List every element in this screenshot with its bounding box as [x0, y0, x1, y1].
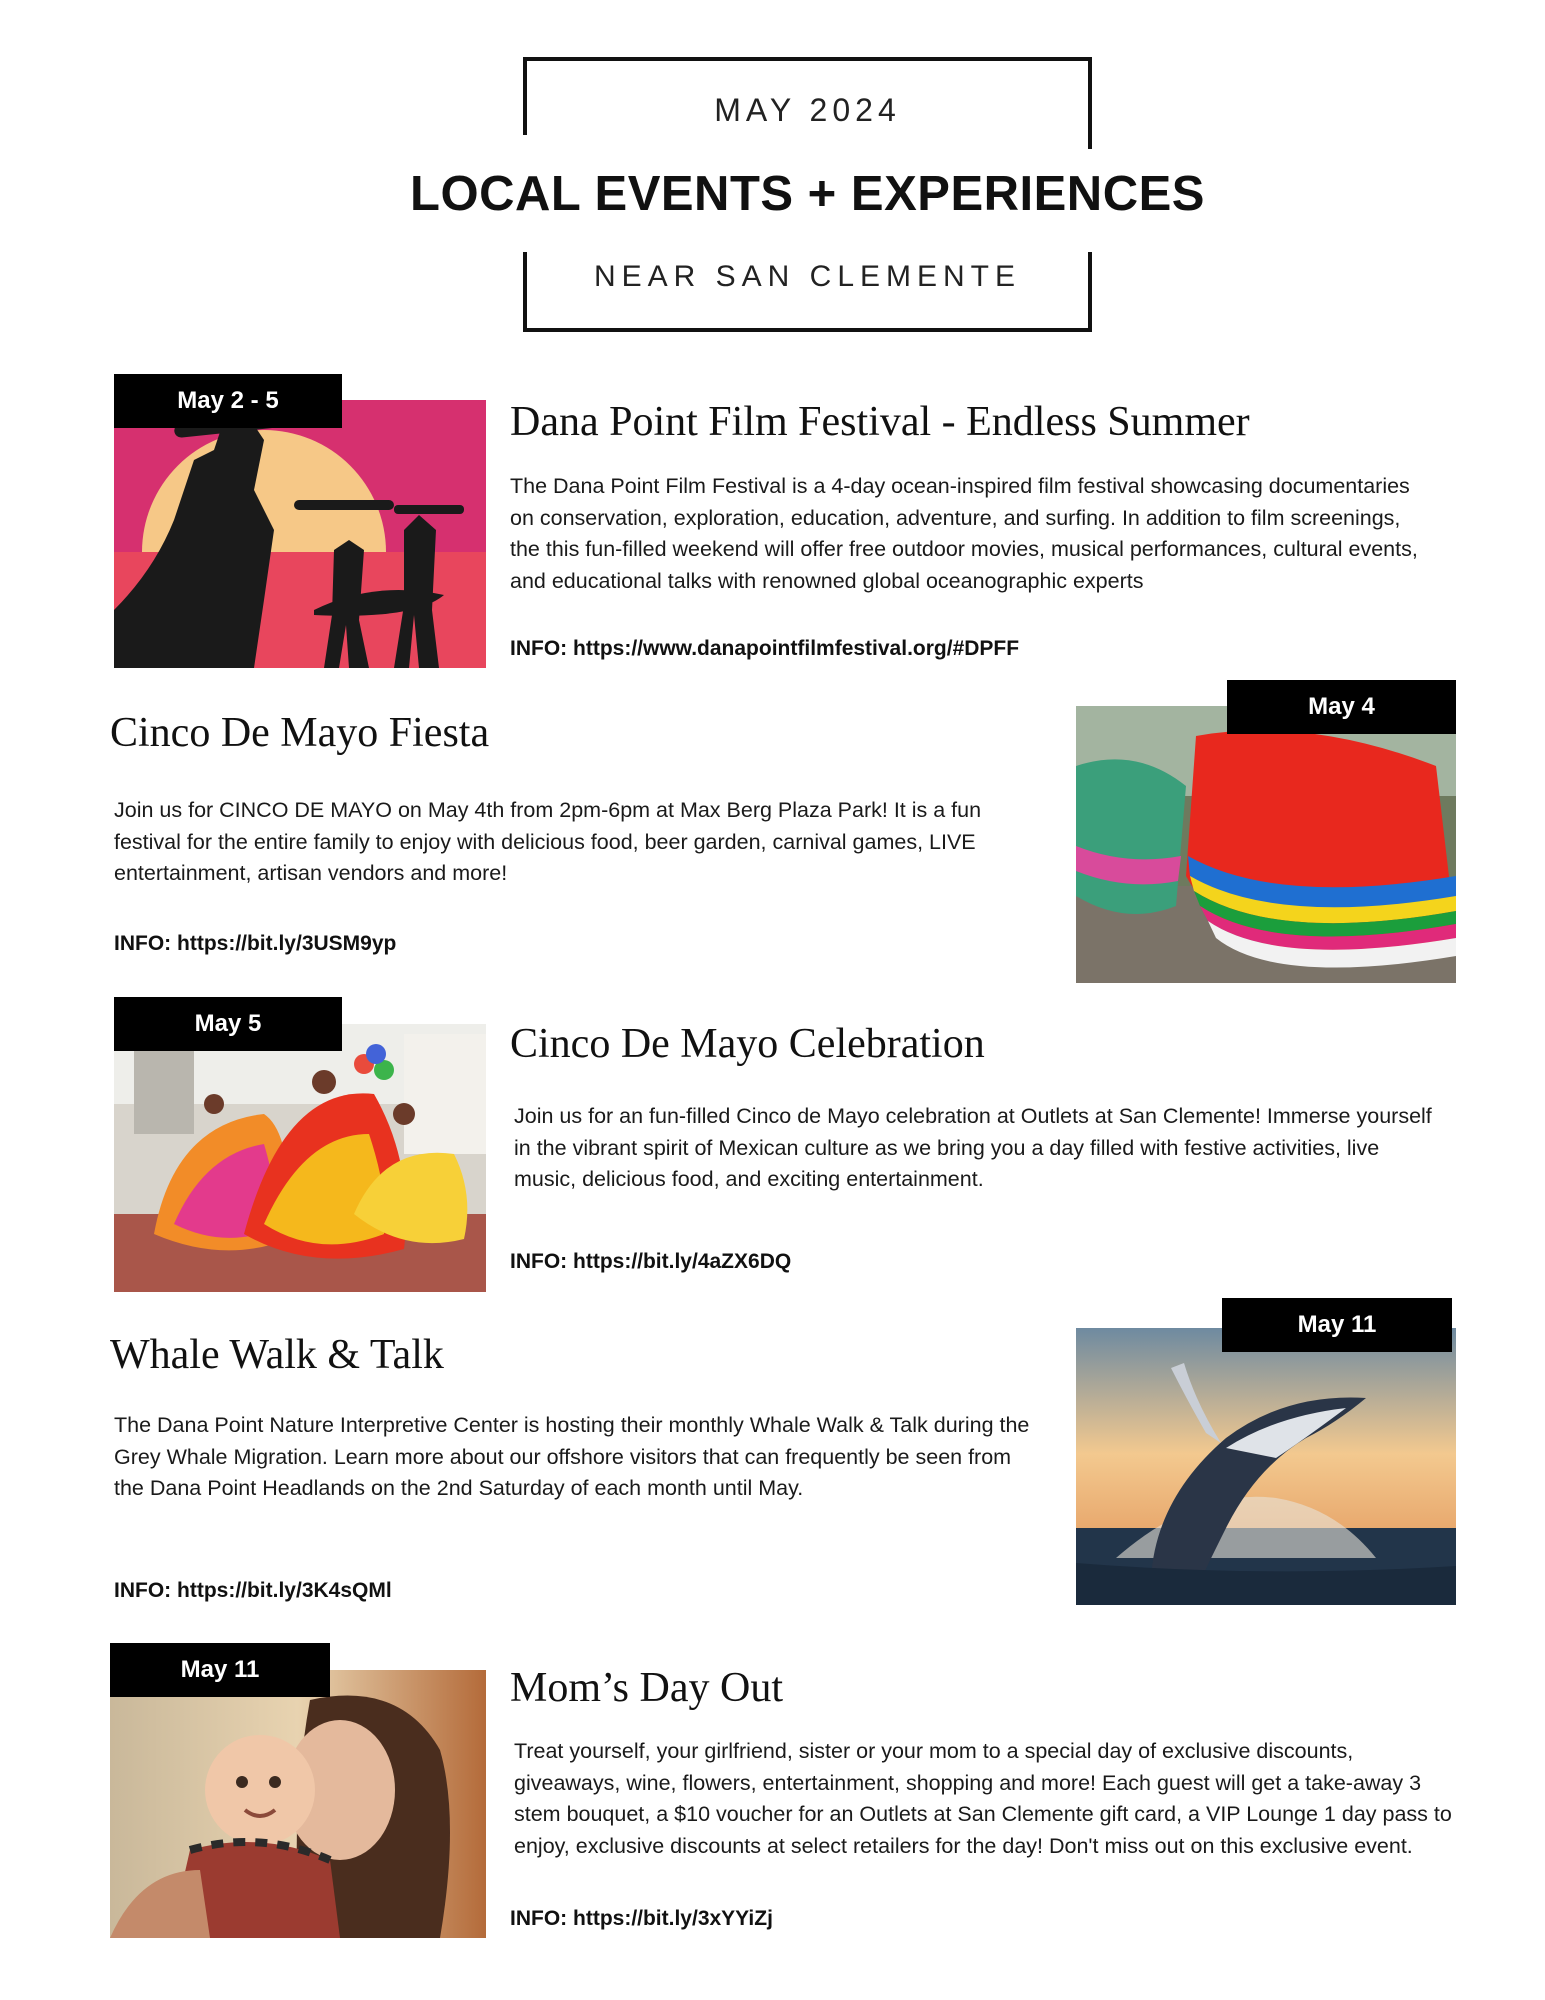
- info-label: INFO:: [114, 1579, 172, 1602]
- event-description: The Dana Point Nature Interpretive Center is hosting their monthly Whale Walk & Talk during the Grey Whale Migration. Learn more about our offshore visitors that can frequently be seen from the Dana Point Headlands on the 2nd Saturday of each month until May.: [114, 1413, 1030, 1500]
- event-info: [510, 1250, 1210, 1274]
- event-description: Join us for CINCO DE MAYO on May 4th from 2pm-6pm at Max Berg Plaza Park! It is a fun festival for the entire family to enjoy with delicious food, beer garden, carnival games, LIVE entertainment, artisan vendors and more!: [114, 798, 982, 885]
- event-info: [114, 932, 814, 956]
- event-date-badge: May 4: [1227, 680, 1456, 734]
- event-date-badge: May 2 - 5: [114, 374, 342, 428]
- event-date-badge: May 11: [110, 1643, 330, 1697]
- header-month: MAY 2024: [714, 92, 901, 128]
- header-subtitle: NEAR SAN CLEMENTE: [593, 260, 1022, 293]
- info-link[interactable]: https://bit.ly/4aZX6DQ: [573, 1250, 792, 1273]
- info-link[interactable]: https://bit.ly/3USM9yp: [177, 932, 397, 955]
- info-link[interactable]: https://bit.ly/3K4sQMl: [177, 1579, 392, 1602]
- event-info: [114, 1579, 814, 1603]
- info-label: INFO:: [510, 637, 568, 660]
- header-frame-bottom: [523, 328, 1092, 332]
- event-description: The Dana Point Film Festival is a 4-day ocean-inspired film festival showcasing documentaries on conservation, exploration, education, adventure, and surfing. In addition to film screenings, the this fun-filled weekend will offer free outdoor movies, musical performances, cultural events, and educational talks with renowned global oceanographic experts: [510, 474, 1418, 593]
- info-label: INFO:: [114, 932, 172, 955]
- event-description: Join us for an fun-filled Cinco de Mayo celebration at Outlets at San Clemente! Immerse yourself in the vibrant spirit of Mexican culture as we bring you a day filled with festive activities, live music, delicious food, and exciting entertainment.: [514, 1104, 1432, 1191]
- event-title: Cinco De Mayo Celebration: [510, 1021, 985, 1067]
- humpback-whale-image: [1076, 1328, 1456, 1605]
- info-label: INFO:: [510, 1250, 568, 1273]
- event-info: [510, 637, 1410, 661]
- info-link[interactable]: https://bit.ly/3xYYiZj: [573, 1907, 773, 1930]
- event-title: Dana Point Film Festival - Endless Summer: [510, 399, 1250, 445]
- event-info: [510, 1907, 1210, 1931]
- folklorico-dancers-image: [114, 1024, 486, 1292]
- event-date-badge: May 11: [1222, 1298, 1452, 1352]
- event-title: Mom’s Day Out: [510, 1665, 783, 1711]
- event-title: Whale Walk & Talk: [110, 1332, 444, 1378]
- film-festival-image: [114, 400, 486, 668]
- header-frame-top: [523, 57, 1092, 61]
- info-link[interactable]: https://www.danapointfilmfestival.org/#DPFF: [573, 637, 1020, 660]
- folklorico-skirt-image: [1076, 706, 1456, 983]
- event-date-badge: May 5: [114, 997, 342, 1051]
- page-title: LOCAL EVENTS + EXPERIENCES: [410, 167, 1205, 221]
- event-title: Cinco De Mayo Fiesta: [110, 710, 490, 756]
- mom-and-baby-image: [110, 1670, 486, 1938]
- info-label: INFO:: [510, 1907, 568, 1930]
- event-description: Treat yourself, your girlfriend, sister or your mom to a special day of exclusive discounts, giveaways, wine, flowers, entertainment, shopping and more! Each guest will get a take-away 3 stem bouquet, a $10 voucher for an Outlets at San Clemente gift card, a VIP Lounge 1 day pass to enjoy, exclusive discounts at select retailers for the day! Don't miss out on this exclusive event.: [514, 1739, 1452, 1858]
